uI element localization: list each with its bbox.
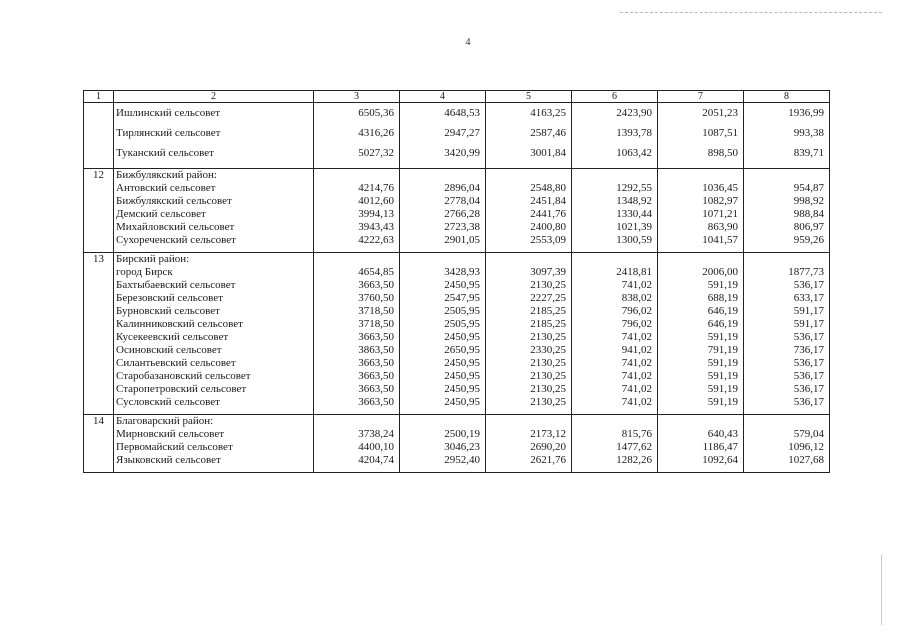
value-cell: 536,17 [744,370,830,383]
table-row [84,383,830,396]
header-row [84,91,830,103]
value-cell: 1292,55 [572,182,658,195]
value-cell: 898,50 [658,143,744,163]
value-cell: 741,02 [572,279,658,292]
settlement-name: Силантьевский сельсовет [114,357,314,370]
value-cell: 2505,95 [400,318,486,331]
table-row [84,344,830,357]
empty-cell [314,253,400,267]
settlement-name: Бурновский сельсовет [114,305,314,318]
settlement-name: Антовский сельсовет [114,182,314,195]
value-cell: 3863,50 [314,344,400,357]
table-row [84,441,830,454]
settlement-name: Первомайский сельсовет [114,441,314,454]
value-cell: 959,26 [744,234,830,247]
value-cell: 741,02 [572,331,658,344]
table-row [84,357,830,370]
row-number-cell [84,318,114,331]
value-cell: 941,02 [572,344,658,357]
value-cell: 1021,39 [572,221,658,234]
value-cell: 591,19 [658,370,744,383]
table-row [84,103,830,124]
value-cell: 2947,27 [400,123,486,143]
row-number-cell [84,441,114,454]
value-cell: 2130,25 [486,370,572,383]
value-cell: 4012,60 [314,195,400,208]
value-cell: 1092,64 [658,454,744,467]
value-cell: 1282,26 [572,454,658,467]
value-cell: 579,04 [744,428,830,441]
value-cell: 2766,28 [400,208,486,221]
table-row [84,123,830,143]
table-row [84,305,830,318]
row-number-cell [84,383,114,396]
table-row [84,195,830,208]
value-cell: 3663,50 [314,331,400,344]
district-row [84,415,830,429]
table-row [84,208,830,221]
value-cell: 988,84 [744,208,830,221]
value-cell: 791,19 [658,344,744,357]
value-cell: 2130,25 [486,357,572,370]
value-cell: 741,02 [572,370,658,383]
value-cell: 3663,50 [314,370,400,383]
value-cell: 2450,95 [400,331,486,344]
value-cell: 1071,21 [658,208,744,221]
row-number-cell [84,103,114,124]
value-cell: 796,02 [572,305,658,318]
row-number-cell [84,234,114,247]
value-cell: 2441,76 [486,208,572,221]
value-cell: 2418,81 [572,266,658,279]
block-spacer [84,467,830,473]
value-cell: 3663,50 [314,383,400,396]
value-cell: 1186,47 [658,441,744,454]
table-row [84,292,830,305]
value-cell: 5027,32 [314,143,400,163]
table-row [84,143,830,163]
value-cell: 1082,97 [658,195,744,208]
spacer-cell [744,467,830,473]
column-header: 5 [486,91,572,103]
value-cell: 2130,25 [486,279,572,292]
row-number-cell [84,454,114,467]
value-cell: 2130,25 [486,383,572,396]
table-row [84,370,830,383]
value-cell: 3001,84 [486,143,572,163]
spacer-cell [84,467,114,473]
table-row [84,318,830,331]
value-cell: 1477,62 [572,441,658,454]
settlement-name: город Бирск [114,266,314,279]
value-cell: 536,17 [744,396,830,409]
value-cell: 2451,84 [486,195,572,208]
empty-cell [744,169,830,183]
settlement-name: Осиновский сельсовет [114,344,314,357]
row-number-cell [84,370,114,383]
empty-cell [658,415,744,429]
value-cell: 3046,23 [400,441,486,454]
settlement-name: Бижбулякский сельсовет [114,195,314,208]
value-cell: 2548,80 [486,182,572,195]
empty-cell [744,415,830,429]
value-cell: 4648,53 [400,103,486,124]
value-cell: 2450,95 [400,396,486,409]
value-cell: 2400,80 [486,221,572,234]
value-cell: 3663,50 [314,279,400,292]
row-number-cell [84,428,114,441]
row-number-cell [84,305,114,318]
value-cell: 1330,44 [572,208,658,221]
settlement-name: Кусекеевский сельсовет [114,331,314,344]
empty-cell [572,253,658,267]
value-cell: 2006,00 [658,266,744,279]
settlement-name: Березовский сельсовет [114,292,314,305]
value-cell: 2450,95 [400,383,486,396]
district-name: Бижбулякский район: [114,169,314,183]
value-cell: 4163,25 [486,103,572,124]
row-number-cell [84,331,114,344]
empty-cell [658,169,744,183]
settlement-name: Калинниковский сельсовет [114,318,314,331]
value-cell: 2690,20 [486,441,572,454]
table-row [84,428,830,441]
value-cell: 2587,46 [486,123,572,143]
value-cell: 954,87 [744,182,830,195]
spacer-cell [572,467,658,473]
value-cell: 3718,50 [314,305,400,318]
value-cell: 1393,78 [572,123,658,143]
value-cell: 591,19 [658,383,744,396]
settlement-name: Сухореченский сельсовет [114,234,314,247]
value-cell: 1936,99 [744,103,830,124]
row-number-cell [84,143,114,163]
value-cell: 2450,95 [400,370,486,383]
district-row [84,253,830,267]
district-number: 13 [84,253,114,267]
value-cell: 741,02 [572,396,658,409]
value-cell: 2621,76 [486,454,572,467]
value-cell: 536,17 [744,357,830,370]
value-cell: 3738,24 [314,428,400,441]
value-cell: 863,90 [658,221,744,234]
value-cell: 1063,42 [572,143,658,163]
empty-cell [658,253,744,267]
table-row [84,234,830,247]
settlement-name: Михайловский сельсовет [114,221,314,234]
value-cell: 2185,25 [486,305,572,318]
empty-cell [400,415,486,429]
value-cell: 741,02 [572,383,658,396]
empty-cell [314,169,400,183]
value-cell: 3760,50 [314,292,400,305]
empty-cell [572,169,658,183]
empty-cell [572,415,658,429]
empty-cell [486,415,572,429]
value-cell: 591,19 [658,331,744,344]
row-number-cell [84,396,114,409]
row-number-cell [84,208,114,221]
value-cell: 536,17 [744,279,830,292]
value-cell: 591,19 [658,279,744,292]
value-cell: 3428,93 [400,266,486,279]
table-row [84,454,830,467]
column-header: 7 [658,91,744,103]
value-cell: 6505,36 [314,103,400,124]
table-row [84,221,830,234]
value-cell: 993,38 [744,123,830,143]
row-number-cell [84,195,114,208]
column-header: 4 [400,91,486,103]
settlement-name: Старобазановский сельсовет [114,370,314,383]
value-cell: 4204,74 [314,454,400,467]
row-number-cell [84,182,114,195]
data-table [83,90,830,473]
value-cell: 796,02 [572,318,658,331]
settlement-name: Туканский сельсовет [114,143,314,163]
spacer-cell [486,467,572,473]
value-cell: 3097,39 [486,266,572,279]
value-cell: 2130,25 [486,331,572,344]
district-name: Благоварский район: [114,415,314,429]
value-cell: 1027,68 [744,454,830,467]
row-number-cell [84,221,114,234]
value-cell: 839,71 [744,143,830,163]
value-cell: 1096,12 [744,441,830,454]
value-cell: 2051,23 [658,103,744,124]
value-cell: 3994,13 [314,208,400,221]
empty-cell [744,253,830,267]
value-cell: 736,17 [744,344,830,357]
value-cell: 688,19 [658,292,744,305]
value-cell: 2450,95 [400,357,486,370]
value-cell: 815,76 [572,428,658,441]
settlement-name: Языковский сельсовет [114,454,314,467]
row-number-cell [84,266,114,279]
value-cell: 591,19 [658,396,744,409]
value-cell: 1087,51 [658,123,744,143]
value-cell: 2901,05 [400,234,486,247]
value-cell: 1300,59 [572,234,658,247]
value-cell: 2778,04 [400,195,486,208]
value-cell: 2547,95 [400,292,486,305]
value-cell: 4214,76 [314,182,400,195]
value-cell: 2500,19 [400,428,486,441]
row-number-cell [84,123,114,143]
value-cell: 2952,40 [400,454,486,467]
value-cell: 646,19 [658,305,744,318]
value-cell: 998,92 [744,195,830,208]
value-cell: 536,17 [744,383,830,396]
row-number-cell [84,292,114,305]
table-body [84,103,830,473]
value-cell: 591,17 [744,318,830,331]
value-cell: 2450,95 [400,279,486,292]
value-cell: 4654,85 [314,266,400,279]
value-cell: 2227,25 [486,292,572,305]
scan-edge-line [881,555,882,625]
value-cell: 1348,92 [572,195,658,208]
district-row [84,169,830,183]
spacer-cell [658,467,744,473]
value-cell: 2505,95 [400,305,486,318]
value-cell: 3663,50 [314,357,400,370]
value-cell: 741,02 [572,357,658,370]
value-cell: 2130,25 [486,396,572,409]
value-cell: 806,97 [744,221,830,234]
value-cell: 1036,45 [658,182,744,195]
value-cell: 3943,43 [314,221,400,234]
district-number: 14 [84,415,114,429]
settlement-name: Бахтыбаевский сельсовет [114,279,314,292]
table-row [84,182,830,195]
settlement-name: Сусловский сельсовет [114,396,314,409]
value-cell: 591,19 [658,357,744,370]
empty-cell [486,253,572,267]
settlement-name: Старопетровский сельсовет [114,383,314,396]
column-header: 6 [572,91,658,103]
value-cell: 4400,10 [314,441,400,454]
value-cell: 1041,57 [658,234,744,247]
value-cell: 2185,25 [486,318,572,331]
column-header: 2 [114,91,314,103]
value-cell: 2553,09 [486,234,572,247]
value-cell: 3420,99 [400,143,486,163]
value-cell: 3718,50 [314,318,400,331]
row-number-cell [84,357,114,370]
spacer-cell [400,467,486,473]
value-cell: 2896,04 [400,182,486,195]
page-number: 4 [465,37,471,48]
value-cell: 3663,50 [314,396,400,409]
value-cell: 2650,95 [400,344,486,357]
empty-cell [314,415,400,429]
value-cell: 4222,63 [314,234,400,247]
empty-cell [400,253,486,267]
district-number: 12 [84,169,114,183]
value-cell: 1877,73 [744,266,830,279]
table-row [84,396,830,409]
value-cell: 838,02 [572,292,658,305]
value-cell: 633,17 [744,292,830,305]
value-cell: 2330,25 [486,344,572,357]
spacer-cell [114,467,314,473]
spacer-cell [314,467,400,473]
value-cell: 4316,26 [314,123,400,143]
scan-edge-line [620,12,882,13]
column-header: 3 [314,91,400,103]
settlement-name: Демский сельсовет [114,208,314,221]
row-number-cell [84,344,114,357]
value-cell: 591,17 [744,305,830,318]
value-cell: 2723,38 [400,221,486,234]
value-cell: 536,17 [744,331,830,344]
table-row [84,266,830,279]
settlement-name: Тирлянский сельсовет [114,123,314,143]
value-cell: 2423,90 [572,103,658,124]
column-header: 8 [744,91,830,103]
column-header: 1 [84,91,114,103]
settlement-name: Мирновский сельсовет [114,428,314,441]
empty-cell [486,169,572,183]
value-cell: 2173,12 [486,428,572,441]
value-cell: 646,19 [658,318,744,331]
district-name: Бирский район: [114,253,314,267]
row-number-cell [84,279,114,292]
settlement-name: Ишлинский сельсовет [114,103,314,124]
table-row [84,279,830,292]
table-row [84,331,830,344]
empty-cell [400,169,486,183]
value-cell: 640,43 [658,428,744,441]
